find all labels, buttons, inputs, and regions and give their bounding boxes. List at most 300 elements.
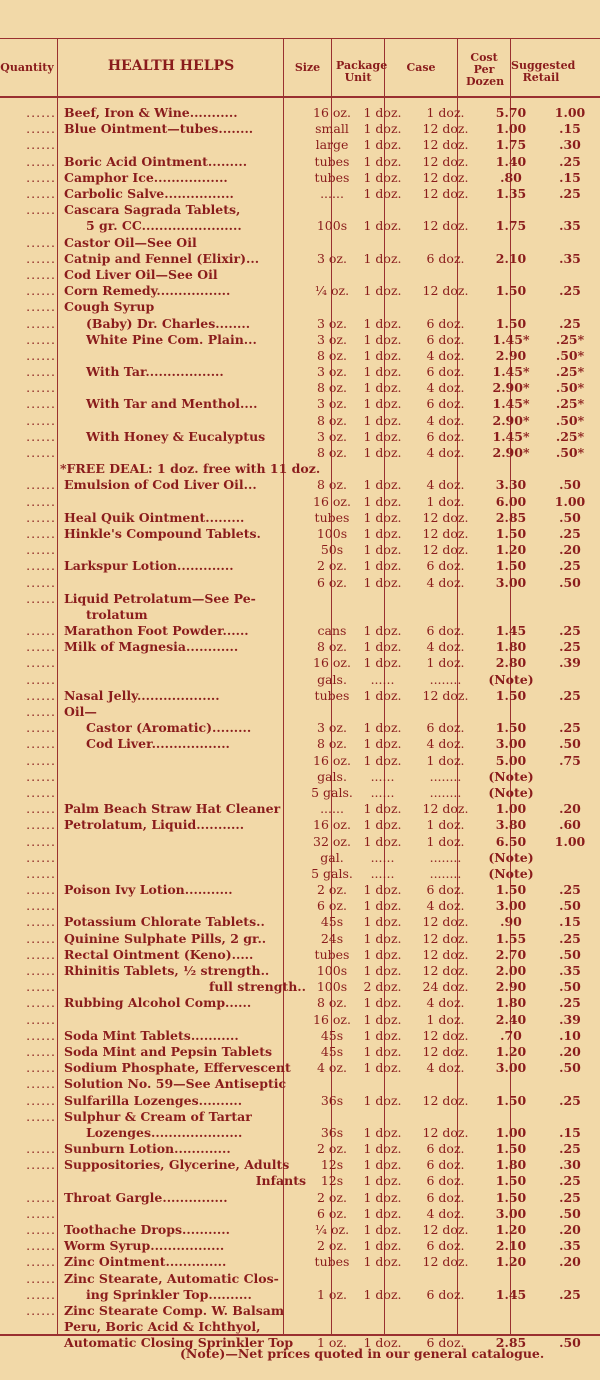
case-cell: 12 doz. bbox=[422, 801, 469, 817]
size-cell: 8 oz. bbox=[316, 477, 347, 493]
cost-cell: 1.50 bbox=[495, 1092, 527, 1108]
quantity-cell: ...... bbox=[26, 574, 56, 590]
size-cell bbox=[308, 704, 356, 720]
cost-cell: 3.00 bbox=[495, 736, 527, 752]
table-row bbox=[0, 801, 600, 817]
cost-cell bbox=[482, 1076, 540, 1092]
case-cell: 1 doz. bbox=[426, 1011, 465, 1027]
table-row bbox=[0, 429, 600, 445]
cost-cell bbox=[482, 1271, 540, 1287]
table-row bbox=[0, 947, 600, 963]
product-name bbox=[60, 574, 308, 590]
case-cell: 4 doz. bbox=[426, 898, 465, 914]
retail-cell: .25 bbox=[559, 1286, 581, 1302]
table-row bbox=[0, 494, 600, 510]
quantity-cell: ...... bbox=[26, 655, 56, 671]
retail-cell: .35 bbox=[559, 250, 581, 266]
table-row bbox=[0, 623, 600, 639]
quantity-cell: ...... bbox=[26, 1189, 56, 1205]
package-unit-cell: 1 doz. bbox=[363, 445, 402, 461]
case-cell: 1 doz. bbox=[426, 105, 465, 121]
cost-cell: 6.00 bbox=[495, 493, 527, 509]
case-cell bbox=[409, 202, 482, 218]
size-cell: gals. bbox=[317, 768, 347, 784]
package-unit-cell: 1 doz. bbox=[363, 720, 402, 736]
size-cell: 32 oz. bbox=[313, 833, 351, 849]
retail-cell: .15 bbox=[559, 169, 581, 185]
size-cell: 1 oz. bbox=[316, 1286, 347, 1302]
cost-cell: (Note) bbox=[488, 849, 534, 865]
cost-cell: 3.00 bbox=[495, 898, 527, 914]
package-unit-cell: 1 doz. bbox=[363, 558, 402, 574]
size-cell: 5 gals. bbox=[311, 784, 353, 800]
cost-cell bbox=[482, 591, 540, 607]
package-unit-cell bbox=[356, 267, 409, 283]
retail-cell: .25 bbox=[559, 525, 581, 541]
size-cell: 100s bbox=[316, 979, 348, 995]
cost-cell: 2.70 bbox=[495, 946, 527, 962]
cost-cell: 1.20 bbox=[495, 1043, 527, 1059]
retail-cell: 1.00 bbox=[554, 105, 586, 121]
quantity-cell: ...... bbox=[26, 525, 56, 541]
package-unit-cell: ...... bbox=[370, 849, 395, 865]
package-unit-cell: ...... bbox=[370, 671, 395, 687]
quantity-cell: ...... bbox=[26, 817, 56, 833]
retail-cell: .50 bbox=[559, 1060, 581, 1076]
case-cell: 6 doz. bbox=[426, 623, 465, 639]
table-row bbox=[0, 121, 600, 137]
package-unit-cell: 1 doz. bbox=[363, 1027, 402, 1043]
table-row bbox=[0, 137, 600, 153]
product-name: Sulphur & Cream of Tartar bbox=[64, 1108, 252, 1124]
case-cell: 12 doz. bbox=[422, 1043, 469, 1059]
product-name: White Pine Com. Plain... bbox=[86, 331, 257, 347]
product-table bbox=[0, 105, 600, 1351]
retail-cell: .39 bbox=[559, 1011, 581, 1027]
cost-cell: 2.80 bbox=[495, 655, 527, 671]
package-unit-cell: 1 doz. bbox=[363, 623, 402, 639]
size-cell: 3 oz. bbox=[316, 250, 347, 266]
quantity-cell: ...... bbox=[26, 946, 56, 962]
package-unit-cell: 1 doz. bbox=[363, 1141, 402, 1157]
table-row bbox=[0, 1012, 600, 1028]
retail-cell: .35 bbox=[559, 963, 581, 979]
package-unit-cell: 1 doz. bbox=[363, 542, 402, 558]
retail-cell: .25 bbox=[559, 1173, 581, 1189]
package-unit-cell: 1 doz. bbox=[363, 364, 402, 380]
case-cell: 12 doz. bbox=[422, 121, 469, 137]
size-cell: 3 oz. bbox=[316, 720, 347, 736]
retail-cell bbox=[540, 672, 600, 688]
package-unit-cell: 1 doz. bbox=[363, 1335, 402, 1351]
retail-cell: .39 bbox=[559, 655, 581, 671]
size-cell: 8 oz. bbox=[316, 445, 347, 461]
case-cell: 6 doz. bbox=[426, 250, 465, 266]
retail-cell: .50* bbox=[555, 412, 585, 428]
retail-cell: .50* bbox=[555, 445, 585, 461]
quantity-cell: ...... bbox=[26, 299, 56, 315]
header-case: Case bbox=[406, 61, 436, 74]
product-name: Peru, Boric Acid & Ichthyol, bbox=[64, 1319, 261, 1335]
quantity-cell bbox=[0, 218, 60, 234]
quantity-cell bbox=[0, 1319, 60, 1335]
table-row bbox=[0, 396, 600, 412]
quantity-cell: ...... bbox=[26, 153, 56, 169]
size-cell: 100s bbox=[316, 218, 348, 234]
size-cell: 2 oz. bbox=[316, 558, 347, 574]
case-cell: 6 doz. bbox=[426, 1335, 465, 1351]
package-unit-cell: 1 doz. bbox=[363, 169, 402, 185]
table-row bbox=[0, 688, 600, 704]
size-cell: 12s bbox=[320, 1157, 344, 1173]
size-cell: 3 oz. bbox=[316, 331, 347, 347]
table-row bbox=[0, 963, 600, 979]
size-cell: 3 oz. bbox=[316, 428, 347, 444]
retail-cell: .50 bbox=[559, 574, 581, 590]
table-row bbox=[0, 850, 600, 866]
table-row bbox=[0, 817, 600, 833]
product-name: Suppositories, Glycerine, Adults bbox=[64, 1157, 290, 1173]
package-unit-cell: 1 doz. bbox=[363, 946, 402, 962]
table-row bbox=[0, 866, 600, 882]
package-unit-cell: 1 doz. bbox=[363, 1092, 402, 1108]
retail-cell: .25 bbox=[559, 283, 581, 299]
package-unit-cell: 1 doz. bbox=[363, 250, 402, 266]
quantity-cell: ...... bbox=[26, 283, 56, 299]
product-name: Corn Remedy................. bbox=[64, 283, 231, 299]
size-cell: 5 gals. bbox=[311, 865, 353, 881]
package-unit-cell: 1 doz. bbox=[363, 218, 402, 234]
case-cell: 12 doz. bbox=[422, 542, 469, 558]
retail-cell bbox=[540, 461, 600, 477]
table-row bbox=[0, 736, 600, 752]
product-name: Zinc Stearate, Automatic Clos- bbox=[64, 1270, 279, 1286]
package-unit-cell: 1 doz. bbox=[363, 655, 402, 671]
table-row bbox=[0, 639, 600, 655]
case-cell: 4 doz. bbox=[426, 477, 465, 493]
case-cell: 12 doz. bbox=[422, 169, 469, 185]
quantity-cell: ...... bbox=[26, 542, 56, 558]
case-cell: ........ bbox=[429, 784, 462, 800]
cost-cell bbox=[482, 202, 540, 218]
table-row bbox=[0, 1254, 600, 1270]
package-unit-cell: 1 doz. bbox=[363, 752, 402, 768]
size-cell: ...... bbox=[320, 186, 344, 202]
case-cell: 12 doz. bbox=[422, 1222, 469, 1238]
case-cell: 12 doz. bbox=[422, 509, 469, 525]
case-cell: 4 doz. bbox=[426, 995, 465, 1011]
case-cell bbox=[409, 1076, 482, 1092]
quantity-cell: ...... bbox=[26, 882, 56, 898]
package-unit-cell: 1 doz. bbox=[363, 963, 402, 979]
package-unit-cell: 1 doz. bbox=[363, 477, 402, 493]
package-unit-cell: 1 doz. bbox=[363, 186, 402, 202]
quantity-cell: ...... bbox=[26, 849, 56, 865]
size-cell bbox=[308, 1109, 356, 1125]
quantity-cell: ...... bbox=[26, 347, 56, 363]
size-cell: 45s bbox=[320, 1027, 344, 1043]
quantity-cell: ...... bbox=[26, 1141, 56, 1157]
table-row bbox=[0, 186, 600, 202]
cost-cell: 5.00 bbox=[495, 752, 527, 768]
package-unit-cell: 1 doz. bbox=[363, 315, 402, 331]
table-row bbox=[0, 979, 600, 995]
cost-cell: 2.90* bbox=[492, 380, 530, 396]
quantity-cell bbox=[0, 1335, 60, 1351]
cost-cell: .70 bbox=[500, 1027, 522, 1043]
quantity-cell bbox=[0, 607, 60, 623]
retail-cell: .75 bbox=[559, 752, 581, 768]
table-row bbox=[0, 267, 600, 283]
cost-cell: 3.00 bbox=[495, 1060, 527, 1076]
quantity-cell: ...... bbox=[26, 720, 56, 736]
table-row bbox=[0, 672, 600, 688]
table-row bbox=[0, 1092, 600, 1108]
cost-cell: 1.20 bbox=[495, 1222, 527, 1238]
product-name: Quinine Sulphate Pills, 2 gr.. bbox=[64, 930, 267, 946]
quantity-cell: ...... bbox=[26, 914, 56, 930]
table-row bbox=[0, 332, 600, 348]
retail-cell bbox=[540, 235, 600, 251]
quantity-cell: ...... bbox=[26, 1076, 56, 1092]
table-row bbox=[0, 364, 600, 380]
package-unit-cell: 1 doz. bbox=[363, 736, 402, 752]
table-row bbox=[0, 1141, 600, 1157]
cost-cell: 2.90* bbox=[492, 445, 530, 461]
product-name bbox=[60, 833, 308, 849]
cost-cell: 2.40 bbox=[495, 1011, 527, 1027]
cost-cell: (Note) bbox=[488, 768, 534, 784]
table-row bbox=[0, 348, 600, 364]
cost-cell: 1.50 bbox=[495, 882, 527, 898]
cost-cell: 1.50 bbox=[495, 315, 527, 331]
package-unit-cell bbox=[356, 1319, 409, 1335]
product-name: Milk of Magnesia............ bbox=[64, 639, 239, 655]
retail-cell: .20 bbox=[559, 542, 581, 558]
case-cell: 12 doz. bbox=[422, 914, 469, 930]
package-unit-cell: ...... bbox=[370, 784, 395, 800]
table-row bbox=[0, 1303, 600, 1319]
retail-cell: .25 bbox=[559, 639, 581, 655]
retail-cell: .25* bbox=[555, 396, 585, 412]
product-name: Blue Ointment—tubes........ bbox=[64, 121, 254, 137]
quantity-cell: ...... bbox=[26, 558, 56, 574]
product-name bbox=[60, 542, 308, 558]
size-cell bbox=[308, 607, 356, 623]
package-unit-cell: 1 doz. bbox=[363, 1173, 402, 1189]
quantity-cell: ...... bbox=[26, 1060, 56, 1076]
free-deal-note: *FREE DEAL: 1 doz. free with 11 doz. bbox=[60, 461, 321, 477]
package-unit-cell: 1 doz. bbox=[363, 898, 402, 914]
cost-cell: 1.50 bbox=[495, 687, 527, 703]
retail-cell: .50 bbox=[559, 509, 581, 525]
retail-cell: .25 bbox=[559, 558, 581, 574]
package-unit-cell: 1 doz. bbox=[363, 396, 402, 412]
retail-cell: .50 bbox=[559, 477, 581, 493]
product-name: Catnip and Fennel (Elixir)... bbox=[64, 250, 260, 266]
cost-cell: 2.00 bbox=[495, 963, 527, 979]
quantity-cell: ...... bbox=[26, 477, 56, 493]
package-unit-cell bbox=[356, 461, 409, 477]
retail-cell: .25* bbox=[555, 364, 585, 380]
quantity-cell: ...... bbox=[26, 1222, 56, 1238]
table-row bbox=[0, 785, 600, 801]
retail-cell: .25 bbox=[559, 720, 581, 736]
product-name bbox=[60, 785, 308, 801]
table-row bbox=[0, 1157, 600, 1173]
retail-cell: .35 bbox=[559, 218, 581, 234]
table-row bbox=[0, 1028, 600, 1044]
size-cell: large bbox=[315, 137, 349, 153]
table-row bbox=[0, 170, 600, 186]
quantity-cell: ...... bbox=[26, 445, 56, 461]
product-name: 5 gr. CC....................... bbox=[86, 218, 242, 234]
package-unit-cell: 1 doz. bbox=[363, 347, 402, 363]
retail-cell: .25 bbox=[559, 882, 581, 898]
table-row bbox=[0, 413, 600, 429]
table-row bbox=[0, 299, 600, 315]
size-cell bbox=[308, 235, 356, 251]
size-cell: 36s bbox=[320, 1092, 344, 1108]
product-name: Sodium Phosphate, Effervescent bbox=[64, 1060, 291, 1076]
cost-cell: 1.00 bbox=[495, 1124, 527, 1140]
case-cell: 6 doz. bbox=[426, 720, 465, 736]
product-name: ing Sprinkler Top.......... bbox=[86, 1286, 252, 1302]
cost-cell: (Note) bbox=[488, 671, 534, 687]
quantity-cell: ...... bbox=[26, 784, 56, 800]
size-cell bbox=[308, 1076, 356, 1092]
retail-cell bbox=[540, 866, 600, 882]
size-cell: 8 oz. bbox=[316, 380, 347, 396]
product-name bbox=[60, 672, 308, 688]
case-cell: 12 doz. bbox=[422, 1124, 469, 1140]
product-name: Palm Beach Straw Hat Cleaner bbox=[64, 801, 281, 817]
case-cell: 1 doz. bbox=[426, 817, 465, 833]
case-cell: 6 doz. bbox=[426, 1238, 465, 1254]
size-cell bbox=[308, 202, 356, 218]
table-row bbox=[0, 283, 600, 299]
case-cell: 12 doz. bbox=[422, 930, 469, 946]
table-row bbox=[0, 445, 600, 461]
size-cell bbox=[308, 1319, 356, 1335]
size-cell bbox=[308, 267, 356, 283]
package-unit-cell: 1 doz. bbox=[363, 930, 402, 946]
size-cell: 16 oz. bbox=[313, 655, 351, 671]
package-unit-cell: 1 doz. bbox=[363, 817, 402, 833]
cost-cell: 2.90 bbox=[495, 979, 527, 995]
case-cell bbox=[409, 235, 482, 251]
case-cell: 12 doz. bbox=[422, 963, 469, 979]
size-cell: 100s bbox=[316, 525, 348, 541]
cost-cell bbox=[482, 267, 540, 283]
cost-cell bbox=[482, 1319, 540, 1335]
package-unit-cell: 1 doz. bbox=[363, 428, 402, 444]
size-cell: 45s bbox=[320, 914, 344, 930]
table-row bbox=[0, 655, 600, 671]
retail-cell bbox=[540, 704, 600, 720]
package-unit-cell: 1 doz. bbox=[363, 574, 402, 590]
product-name bbox=[60, 445, 308, 461]
cost-cell: 6.50 bbox=[495, 833, 527, 849]
cost-cell: 3.80 bbox=[495, 817, 527, 833]
product-name bbox=[60, 769, 308, 785]
quantity-cell bbox=[0, 1125, 60, 1141]
size-cell: 2 oz. bbox=[316, 1189, 347, 1205]
package-unit-cell: 1 doz. bbox=[363, 801, 402, 817]
table-row bbox=[0, 558, 600, 574]
package-unit-cell: 1 doz. bbox=[363, 1238, 402, 1254]
quantity-cell: ...... bbox=[26, 833, 56, 849]
retail-cell: 1.00 bbox=[554, 833, 586, 849]
size-cell: 8 oz. bbox=[316, 347, 347, 363]
case-cell bbox=[409, 704, 482, 720]
cost-cell: 1.55 bbox=[495, 930, 527, 946]
package-unit-cell: 2 doz. bbox=[363, 979, 402, 995]
cost-cell: (Note) bbox=[488, 865, 534, 881]
retail-cell: .50* bbox=[555, 380, 585, 396]
package-unit-cell: 1 doz. bbox=[363, 1205, 402, 1221]
retail-cell bbox=[540, 267, 600, 283]
case-cell: 1 doz. bbox=[426, 655, 465, 671]
case-cell: 4 doz. bbox=[426, 380, 465, 396]
case-cell: 4 doz. bbox=[426, 574, 465, 590]
table-row bbox=[0, 1060, 600, 1076]
cost-cell: 1.45* bbox=[492, 331, 530, 347]
quantity-cell: ...... bbox=[26, 752, 56, 768]
retail-cell: .25 bbox=[559, 186, 581, 202]
quantity-cell: ...... bbox=[26, 412, 56, 428]
product-name: With Tar and Menthol.... bbox=[86, 396, 258, 412]
case-cell bbox=[409, 461, 482, 477]
quantity-cell: ...... bbox=[26, 979, 56, 995]
quantity-cell: ...... bbox=[26, 590, 56, 606]
case-cell bbox=[409, 299, 482, 315]
table-row bbox=[0, 235, 600, 251]
quantity-cell: ...... bbox=[26, 768, 56, 784]
size-cell: tubes bbox=[314, 509, 350, 525]
cost-cell bbox=[482, 299, 540, 315]
retail-cell bbox=[540, 299, 600, 315]
quantity-cell: ...... bbox=[26, 801, 56, 817]
product-name bbox=[60, 413, 308, 429]
quantity-cell: ...... bbox=[26, 704, 56, 720]
retail-cell bbox=[540, 1303, 600, 1319]
size-cell: 2 oz. bbox=[316, 1238, 347, 1254]
table-row bbox=[0, 526, 600, 542]
product-name: Poison Ivy Lotion........... bbox=[64, 882, 233, 898]
quantity-cell: ...... bbox=[26, 1238, 56, 1254]
cost-cell: .90 bbox=[500, 914, 522, 930]
package-unit-cell: 1 doz. bbox=[363, 1011, 402, 1027]
case-cell: ........ bbox=[429, 768, 462, 784]
package-unit-cell bbox=[356, 1109, 409, 1125]
product-name: Camphor Ice................. bbox=[64, 169, 228, 185]
case-cell: 4 doz. bbox=[426, 445, 465, 461]
size-cell: 8 oz. bbox=[316, 412, 347, 428]
size-cell: 8 oz. bbox=[316, 639, 347, 655]
case-cell: 1 doz. bbox=[426, 752, 465, 768]
cost-cell: 2.85 bbox=[495, 509, 527, 525]
table-row bbox=[0, 1125, 600, 1141]
quantity-cell: ...... bbox=[26, 202, 56, 218]
cost-cell: 3.30 bbox=[495, 477, 527, 493]
case-cell: 6 doz. bbox=[426, 331, 465, 347]
table-row bbox=[0, 1206, 600, 1222]
package-unit-cell: ...... bbox=[370, 865, 395, 881]
retail-cell bbox=[540, 1271, 600, 1287]
cost-cell: .80 bbox=[500, 169, 522, 185]
table-row bbox=[0, 477, 600, 493]
